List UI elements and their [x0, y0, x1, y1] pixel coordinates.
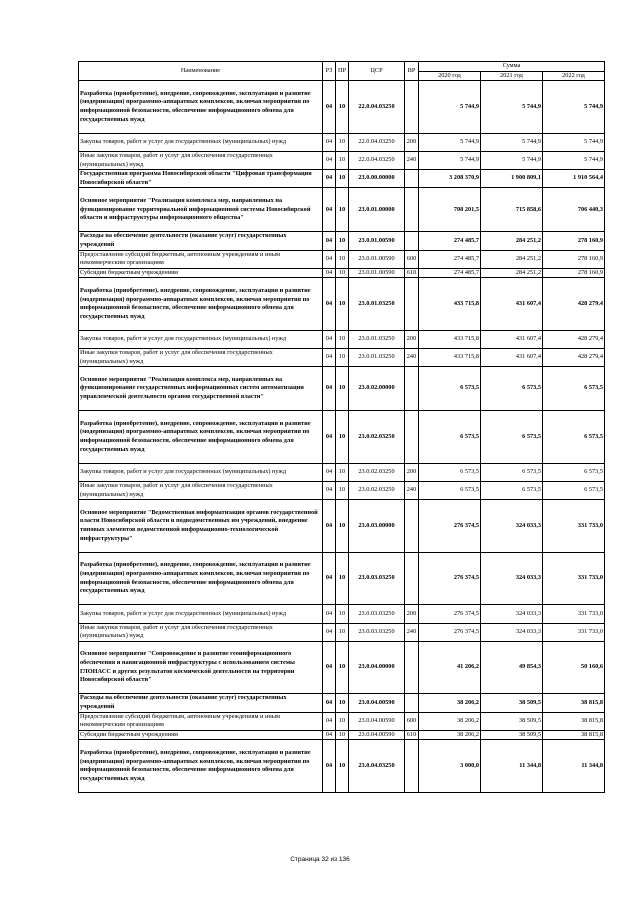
row-sum-2020: 6 573,5 — [419, 482, 481, 500]
row-csr: 23.0.02.00000 — [349, 367, 405, 411]
page-number: Страница 32 из 136 — [290, 856, 350, 863]
row-sum-2022: 6 573,5 — [543, 463, 605, 481]
row-name: Иные закупки товаров, работ и услуг для обеспечения государственных (муниципальных) нужд — [79, 349, 323, 367]
table-row — [79, 463, 605, 481]
row-vr — [405, 694, 419, 712]
row-vr: 600 — [405, 250, 419, 268]
row-vr — [405, 278, 419, 331]
row-sum-2022: 6 573,5 — [543, 482, 605, 500]
row-name: Основное мероприятие "Ведомственная информатизация органов государственной власти Новосибирской области и подведомственных им учреждений, внедрение типовых элементов ведомственной информационно-технологической инфраструктуры" — [79, 500, 323, 553]
row-vr: 200 — [405, 605, 419, 623]
row-name: Субсидии бюджетным учреждениям — [79, 730, 323, 740]
row-sum-2020: 41 206,2 — [419, 641, 481, 694]
table-row — [79, 170, 605, 188]
row-sum-2021: 431 607,4 — [481, 349, 543, 367]
row-vr — [405, 500, 419, 553]
row-sum-2020: 433 715,8 — [419, 349, 481, 367]
row-sum-2021: 324 033,3 — [481, 605, 543, 623]
header-year-2021: 2021 год — [481, 71, 543, 81]
row-rz: 04 — [323, 552, 336, 605]
row-vr — [405, 232, 419, 250]
row-pr: 10 — [336, 188, 349, 232]
row-sum-2022: 331 733,0 — [543, 500, 605, 553]
row-vr — [405, 641, 419, 694]
row-csr: 23.0.01.00590 — [349, 232, 405, 250]
table-row — [79, 330, 605, 348]
row-pr: 10 — [336, 81, 349, 134]
row-sum-2021: 284 251,2 — [481, 250, 543, 268]
row-sum-2020: 3 208 370,9 — [419, 170, 481, 188]
row-pr: 10 — [336, 232, 349, 250]
budget-table-page — [78, 61, 604, 793]
row-sum-2022: 38 815,8 — [543, 694, 605, 712]
row-pr: 10 — [336, 694, 349, 712]
row-pr: 10 — [336, 170, 349, 188]
table-row — [79, 641, 605, 694]
row-vr: 240 — [405, 623, 419, 641]
row-csr: 22.0.04.03250 — [349, 151, 405, 169]
row-sum-2020: 5 744,9 — [419, 81, 481, 134]
row-sum-2022: 706 440,3 — [543, 188, 605, 232]
row-pr: 10 — [336, 623, 349, 641]
row-name: Иные закупки товаров, работ и услуг для обеспечения государственных (муниципальных) нужд — [79, 623, 323, 641]
row-vr: 240 — [405, 349, 419, 367]
row-vr — [405, 188, 419, 232]
row-rz: 04 — [323, 411, 336, 464]
row-csr: 23.0.03.03250 — [349, 552, 405, 605]
row-rz: 04 — [323, 349, 336, 367]
row-pr: 10 — [336, 463, 349, 481]
table-row — [79, 133, 605, 151]
row-name: Разработка (приобретение), внедрение, сопровождение, эксплуатация и развитие (модернизация) программно-аппаратных комплексов, включая мероприятия по информационной безопасности, обеспечение информационного обмена для государственных нужд — [79, 81, 323, 134]
row-pr: 10 — [336, 730, 349, 740]
row-name: Расходы на обеспечение деятельности (оказание услуг) государственных учреждений — [79, 694, 323, 712]
table-row — [79, 188, 605, 232]
row-csr: 23.0.04.00590 — [349, 730, 405, 740]
row-rz: 04 — [323, 730, 336, 740]
row-csr: 23.0.00.00000 — [349, 170, 405, 188]
row-sum-2020: 274 485,7 — [419, 250, 481, 268]
row-sum-2020: 6 573,5 — [419, 411, 481, 464]
table-row — [79, 411, 605, 464]
row-sum-2020: 708 201,5 — [419, 188, 481, 232]
row-vr — [405, 81, 419, 134]
row-pr: 10 — [336, 482, 349, 500]
row-name: Основное мероприятие "Реализация комплекса мер, направленных на функционирование государственных информационных систем автоматизации управленческой деятельности органов государственной власти" — [79, 367, 323, 411]
row-sum-2021: 5 744,9 — [481, 81, 543, 134]
row-rz: 04 — [323, 81, 336, 134]
row-sum-2021: 324 033,3 — [481, 623, 543, 641]
row-sum-2020: 38 206,2 — [419, 712, 481, 730]
table-row — [79, 694, 605, 712]
table-row — [79, 349, 605, 367]
row-sum-2022: 278 160,9 — [543, 250, 605, 268]
table-row — [79, 232, 605, 250]
row-sum-2022: 5 744,9 — [543, 81, 605, 134]
row-sum-2022: 11 344,8 — [543, 740, 605, 793]
row-sum-2020: 38 206,2 — [419, 694, 481, 712]
row-rz: 04 — [323, 250, 336, 268]
row-rz: 04 — [323, 740, 336, 793]
row-pr: 10 — [336, 133, 349, 151]
row-sum-2022: 428 279,4 — [543, 349, 605, 367]
table-row — [79, 730, 605, 740]
row-sum-2022: 1 910 564,4 — [543, 170, 605, 188]
row-sum-2022: 331 733,0 — [543, 623, 605, 641]
table-body — [79, 81, 605, 793]
row-name: Разработка (приобретение), внедрение, сопровождение, эксплуатация и развитие (модернизация) программно-аппаратных комплексов, включая мероприятия по информационной безопасности, обеспечение информационного обмена для государственных нужд — [79, 278, 323, 331]
row-vr: 200 — [405, 133, 419, 151]
row-name: Государственная программа Новосибирской области "Цифровая трансформация Новосибирской области" — [79, 170, 323, 188]
row-sum-2020: 276 374,5 — [419, 500, 481, 553]
row-sum-2021: 431 607,4 — [481, 330, 543, 348]
row-sum-2022: 428 279,4 — [543, 278, 605, 331]
row-sum-2022: 50 160,6 — [543, 641, 605, 694]
row-name: Разработка (приобретение), внедрение, сопровождение, эксплуатация и развитие (модернизация) программно-аппаратных комплексов, включая мероприятия по информационной безопасности, обеспечение информационного обмена для государственных нужд — [79, 740, 323, 793]
row-vr: 610 — [405, 730, 419, 740]
row-name: Разработка (приобретение), внедрение, сопровождение, эксплуатация и развитие (модернизация) программно-аппаратных комплексов, включая мероприятия по информационной безопасности, обеспечение информационного обмена для государственных нужд — [79, 552, 323, 605]
header-pr: ПР — [336, 62, 349, 81]
row-sum-2021: 5 744,9 — [481, 133, 543, 151]
row-name: Основное мероприятие "Сопровождение и развитие геоинформационного обеспечения и навигационной инфраструктуры с использованием системы ГЛОНАСС и других результатов космической деятельности на территории Новосибирской области" — [79, 641, 323, 694]
row-vr — [405, 552, 419, 605]
row-sum-2020: 6 573,5 — [419, 367, 481, 411]
row-vr — [405, 411, 419, 464]
row-vr: 240 — [405, 151, 419, 169]
row-name: Закупка товаров, работ и услуг для государственных (муниципальных) нужд — [79, 605, 323, 623]
table-row — [79, 278, 605, 331]
table-row — [79, 623, 605, 641]
row-pr: 10 — [336, 250, 349, 268]
table-row — [79, 552, 605, 605]
row-csr: 23.0.04.03250 — [349, 740, 405, 793]
row-sum-2022: 38 815,8 — [543, 730, 605, 740]
row-csr: 23.0.01.03250 — [349, 349, 405, 367]
table-header — [79, 62, 605, 81]
row-csr: 23.0.01.00590 — [349, 250, 405, 268]
row-csr: 23.0.03.03250 — [349, 605, 405, 623]
row-sum-2020: 276 374,5 — [419, 605, 481, 623]
row-rz: 04 — [323, 463, 336, 481]
row-sum-2020: 38 206,2 — [419, 730, 481, 740]
row-pr: 10 — [336, 712, 349, 730]
row-csr: 22.0.04.03250 — [349, 81, 405, 134]
row-sum-2020: 433 715,8 — [419, 278, 481, 331]
row-vr: 200 — [405, 330, 419, 348]
row-name: Закупка товаров, работ и услуг для государственных (муниципальных) нужд — [79, 463, 323, 481]
row-sum-2022: 331 733,0 — [543, 552, 605, 605]
row-sum-2022: 38 815,8 — [543, 712, 605, 730]
budget-table — [78, 61, 605, 793]
table-row — [79, 500, 605, 553]
row-rz: 04 — [323, 694, 336, 712]
row-rz: 04 — [323, 278, 336, 331]
row-vr — [405, 740, 419, 793]
row-vr: 610 — [405, 268, 419, 278]
row-vr — [405, 170, 419, 188]
table-row — [79, 712, 605, 730]
header-vr: ВР — [405, 62, 419, 81]
header-sum: Сумма — [419, 62, 605, 72]
row-rz: 04 — [323, 367, 336, 411]
row-rz: 04 — [323, 133, 336, 151]
table-row — [79, 605, 605, 623]
row-name: Основное мероприятие "Реализация комплекса мер, направленных на функционирование территориальной информационной системы Новосибирской области и инфраструктуры информационного общества" — [79, 188, 323, 232]
row-sum-2021: 38 509,5 — [481, 712, 543, 730]
row-pr: 10 — [336, 268, 349, 278]
row-sum-2020: 433 715,8 — [419, 330, 481, 348]
row-sum-2022: 278 160,9 — [543, 232, 605, 250]
row-sum-2022: 5 744,9 — [543, 151, 605, 169]
row-sum-2020: 276 374,5 — [419, 623, 481, 641]
table-row — [79, 740, 605, 793]
row-vr — [405, 367, 419, 411]
row-csr: 22.0.04.03250 — [349, 133, 405, 151]
row-rz: 04 — [323, 605, 336, 623]
table-row — [79, 482, 605, 500]
row-csr: 23.0.03.03250 — [349, 623, 405, 641]
row-sum-2021: 38 509,5 — [481, 730, 543, 740]
row-pr: 10 — [336, 411, 349, 464]
row-sum-2021: 49 854,3 — [481, 641, 543, 694]
row-vr: 240 — [405, 482, 419, 500]
row-name: Закупка товаров, работ и услуг для государственных (муниципальных) нужд — [79, 330, 323, 348]
row-csr: 23.0.01.00000 — [349, 188, 405, 232]
row-sum-2020: 274 485,7 — [419, 268, 481, 278]
row-rz: 04 — [323, 151, 336, 169]
row-vr: 200 — [405, 463, 419, 481]
row-csr: 23.0.04.00590 — [349, 712, 405, 730]
row-sum-2021: 5 744,9 — [481, 151, 543, 169]
row-name: Разработка (приобретение), внедрение, сопровождение, эксплуатация и развитие (модернизация) программно-аппаратных комплексов, включая мероприятия по информационной безопасности, обеспечение информационного обмена для государственных нужд — [79, 411, 323, 464]
table-row — [79, 367, 605, 411]
row-csr: 23.0.02.03250 — [349, 482, 405, 500]
row-name: Предоставление субсидий бюджетным, автономным учреждениям и иным некоммерческим организациям — [79, 250, 323, 268]
row-csr: 23.0.01.00590 — [349, 268, 405, 278]
row-name: Расходы на обеспечение деятельности (оказание услуг) государственных учреждений — [79, 232, 323, 250]
row-csr: 23.0.02.03250 — [349, 411, 405, 464]
row-sum-2021: 431 607,4 — [481, 278, 543, 331]
row-csr: 23.0.04.00000 — [349, 641, 405, 694]
row-rz: 04 — [323, 623, 336, 641]
table-row — [79, 250, 605, 268]
row-name: Закупка товаров, работ и услуг для государственных (муниципальных) нужд — [79, 133, 323, 151]
row-sum-2022: 278 160,9 — [543, 268, 605, 278]
row-sum-2020: 5 744,9 — [419, 133, 481, 151]
row-sum-2020: 276 374,5 — [419, 552, 481, 605]
row-sum-2021: 324 033,3 — [481, 500, 543, 553]
row-pr: 10 — [336, 151, 349, 169]
row-pr: 10 — [336, 552, 349, 605]
row-csr: 23.0.01.03250 — [349, 278, 405, 331]
row-sum-2021: 11 344,8 — [481, 740, 543, 793]
row-sum-2021: 284 251,2 — [481, 232, 543, 250]
row-pr: 10 — [336, 349, 349, 367]
row-name: Субсидии бюджетным учреждениям — [79, 268, 323, 278]
header-year-2022: 2022 год — [543, 71, 605, 81]
row-rz: 04 — [323, 641, 336, 694]
row-pr: 10 — [336, 278, 349, 331]
row-sum-2021: 6 573,5 — [481, 482, 543, 500]
row-pr: 10 — [336, 367, 349, 411]
row-sum-2020: 5 744,9 — [419, 151, 481, 169]
row-rz: 04 — [323, 188, 336, 232]
row-pr: 10 — [336, 641, 349, 694]
row-csr: 23.0.01.03250 — [349, 330, 405, 348]
header-rz: РЗ — [323, 62, 336, 81]
row-rz: 04 — [323, 232, 336, 250]
row-sum-2020: 274 485,7 — [419, 232, 481, 250]
row-sum-2021: 324 033,3 — [481, 552, 543, 605]
row-csr: 23.0.02.03250 — [349, 463, 405, 481]
row-rz: 04 — [323, 330, 336, 348]
row-sum-2020: 6 573,5 — [419, 463, 481, 481]
row-sum-2021: 284 251,2 — [481, 268, 543, 278]
row-sum-2022: 6 573,5 — [543, 367, 605, 411]
row-csr: 23.0.03.00000 — [349, 500, 405, 553]
row-rz: 04 — [323, 712, 336, 730]
row-sum-2021: 715 858,6 — [481, 188, 543, 232]
row-sum-2021: 6 573,5 — [481, 463, 543, 481]
row-sum-2021: 38 509,5 — [481, 694, 543, 712]
table-row — [79, 268, 605, 278]
row-name: Предоставление субсидий бюджетным, автономным учреждениям и иным некоммерческим организациям — [79, 712, 323, 730]
row-sum-2022: 5 744,9 — [543, 133, 605, 151]
row-sum-2022: 6 573,5 — [543, 411, 605, 464]
row-rz: 04 — [323, 482, 336, 500]
row-sum-2021: 6 573,5 — [481, 367, 543, 411]
row-sum-2021: 1 900 809,1 — [481, 170, 543, 188]
header-name: Наименование — [79, 62, 323, 81]
row-pr: 10 — [336, 500, 349, 553]
row-rz: 04 — [323, 268, 336, 278]
row-csr: 23.0.04.00590 — [349, 694, 405, 712]
table-row — [79, 81, 605, 134]
row-rz: 04 — [323, 170, 336, 188]
row-sum-2021: 6 573,5 — [481, 411, 543, 464]
row-pr: 10 — [336, 330, 349, 348]
row-sum-2022: 331 733,0 — [543, 605, 605, 623]
header-csr: ЦСР — [349, 62, 405, 81]
row-sum-2022: 428 279,4 — [543, 330, 605, 348]
header-year-2020: 2020 год — [419, 71, 481, 81]
row-sum-2020: 3 000,0 — [419, 740, 481, 793]
row-rz: 04 — [323, 500, 336, 553]
table-row — [79, 151, 605, 169]
row-vr: 600 — [405, 712, 419, 730]
row-name: Иные закупки товаров, работ и услуг для обеспечения государственных (муниципальных) нужд — [79, 482, 323, 500]
row-pr: 10 — [336, 605, 349, 623]
row-name: Иные закупки товаров, работ и услуг для обеспечения государственных (муниципальных) нужд — [79, 151, 323, 169]
row-pr: 10 — [336, 740, 349, 793]
